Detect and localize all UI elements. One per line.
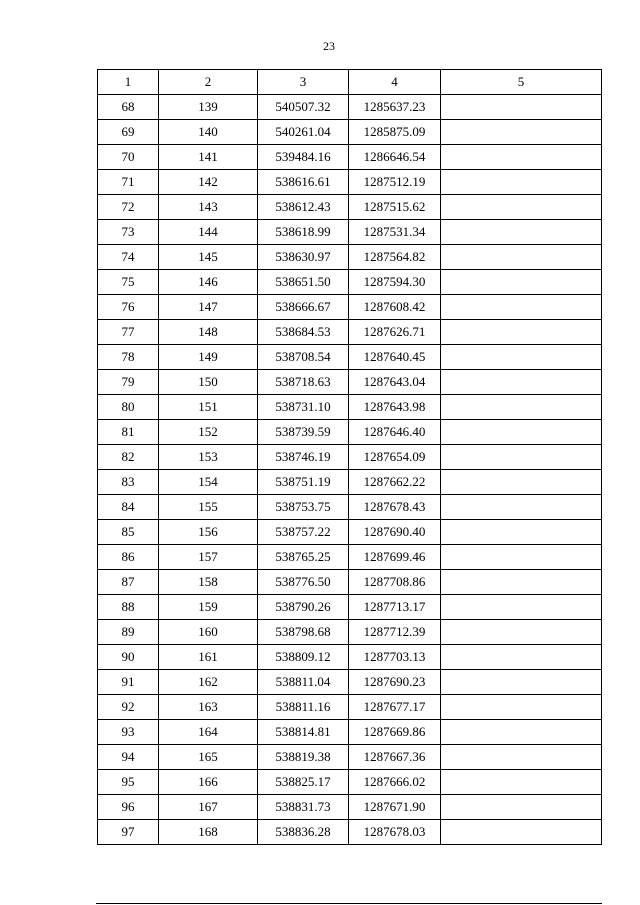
table-row (98, 420, 602, 445)
table-row (98, 295, 602, 320)
table-cell-col-2: 168 (159, 820, 258, 845)
table-cell-col-3: 538630.97 (258, 245, 349, 270)
table-cell-col-3: 540507.32 (258, 95, 349, 120)
table-cell-col-2: 145 (159, 245, 258, 270)
table-cell-col-5 (441, 645, 602, 670)
table-cell-col-1: 71 (98, 170, 159, 195)
table-cell-col-2: 146 (159, 270, 258, 295)
table-cell-col-5 (441, 795, 602, 820)
table-cell-col-3: 538798.68 (258, 620, 349, 645)
table-cell-col-1: 74 (98, 245, 159, 270)
table-cell-col-1: 97 (98, 820, 159, 845)
table-cell-col-3: 538612.43 (258, 195, 349, 220)
table-cell-col-2: 153 (159, 445, 258, 470)
table-cell-col-1: 91 (98, 670, 159, 695)
column-header-3: 3 (258, 70, 349, 95)
table-cell-col-5 (441, 120, 602, 145)
table-row (98, 270, 602, 295)
table-cell-col-2: 150 (159, 370, 258, 395)
table-cell-col-1: 89 (98, 620, 159, 645)
table-cell-col-2: 140 (159, 120, 258, 145)
table-cell-col-2: 142 (159, 170, 258, 195)
table-cell-col-4: 1287643.98 (349, 395, 441, 420)
table-cell-col-3: 538753.75 (258, 495, 349, 520)
table-cell-col-3: 538618.99 (258, 220, 349, 245)
table-cell-col-2: 151 (159, 395, 258, 420)
table-cell-col-5 (441, 270, 602, 295)
table-cell-col-3: 538616.61 (258, 170, 349, 195)
table-cell-col-5 (441, 420, 602, 445)
table-cell-col-5 (441, 620, 602, 645)
table-cell-col-4: 1287671.90 (349, 795, 441, 820)
table-cell-col-4: 1285875.09 (349, 120, 441, 145)
table-cell-col-5 (441, 195, 602, 220)
table-cell-col-3: 538776.50 (258, 570, 349, 595)
table-cell-col-5 (441, 170, 602, 195)
table-cell-col-2: 149 (159, 345, 258, 370)
table-cell-col-5 (441, 745, 602, 770)
table-row (98, 595, 602, 620)
table-cell-col-3: 538811.16 (258, 695, 349, 720)
table-cell-col-1: 75 (98, 270, 159, 295)
table-row (98, 695, 602, 720)
table-cell-col-4: 1287666.02 (349, 770, 441, 795)
column-header-4: 4 (349, 70, 441, 95)
table-cell-col-4: 1287594.30 (349, 270, 441, 295)
table-cell-col-1: 79 (98, 370, 159, 395)
table-cell-col-3: 539484.16 (258, 145, 349, 170)
column-header-5: 5 (441, 70, 602, 95)
column-header-1: 1 (98, 70, 159, 95)
table-cell-col-1: 94 (98, 745, 159, 770)
table-cell-col-1: 85 (98, 520, 159, 545)
table-row (98, 720, 602, 745)
table-body (98, 95, 602, 845)
table-cell-col-1: 93 (98, 720, 159, 745)
table-cell-col-4: 1287690.40 (349, 520, 441, 545)
table-row (98, 120, 602, 145)
table-row (98, 795, 602, 820)
table-cell-col-2: 167 (159, 795, 258, 820)
table-row (98, 395, 602, 420)
table-row (98, 495, 602, 520)
table-cell-col-2: 143 (159, 195, 258, 220)
table-cell-col-1: 80 (98, 395, 159, 420)
table-cell-col-3: 538809.12 (258, 645, 349, 670)
table-cell-col-2: 147 (159, 295, 258, 320)
table-cell-col-5 (441, 345, 602, 370)
table-cell-col-2: 144 (159, 220, 258, 245)
table-cell-col-5 (441, 445, 602, 470)
table-cell-col-1: 90 (98, 645, 159, 670)
table-cell-col-2: 161 (159, 645, 258, 670)
table-cell-col-4: 1287699.46 (349, 545, 441, 570)
table-cell-col-2: 139 (159, 95, 258, 120)
table-cell-col-5 (441, 820, 602, 845)
table-cell-col-1: 76 (98, 295, 159, 320)
table-cell-col-5 (441, 95, 602, 120)
table-cell-col-4: 1287531.34 (349, 220, 441, 245)
table-cell-col-2: 148 (159, 320, 258, 345)
table-cell-col-5 (441, 370, 602, 395)
table-cell-col-4: 1287667.36 (349, 745, 441, 770)
table-cell-col-1: 96 (98, 795, 159, 820)
table-cell-col-3: 540261.04 (258, 120, 349, 145)
table-cell-col-2: 158 (159, 570, 258, 595)
table-row (98, 745, 602, 770)
table-cell-col-3: 538718.63 (258, 370, 349, 395)
table-cell-col-3: 538790.26 (258, 595, 349, 620)
table-cell-col-3: 538746.19 (258, 445, 349, 470)
table-cell-col-5 (441, 320, 602, 345)
table-cell-col-4: 1286646.54 (349, 145, 441, 170)
table-cell-col-4: 1287690.23 (349, 670, 441, 695)
table-row (98, 245, 602, 270)
column-header-2: 2 (159, 70, 258, 95)
table-cell-col-4: 1287515.62 (349, 195, 441, 220)
table-cell-col-2: 159 (159, 595, 258, 620)
table-row (98, 145, 602, 170)
table-cell-col-1: 77 (98, 320, 159, 345)
table-cell-col-2: 160 (159, 620, 258, 645)
table-cell-col-1: 88 (98, 595, 159, 620)
table-row (98, 820, 602, 845)
table-cell-col-4: 1287643.04 (349, 370, 441, 395)
table-cell-col-3: 538831.73 (258, 795, 349, 820)
coordinates-table (97, 69, 602, 845)
table-cell-col-2: 162 (159, 670, 258, 695)
table-cell-col-2: 152 (159, 420, 258, 445)
table-cell-col-2: 141 (159, 145, 258, 170)
table-cell-col-2: 165 (159, 745, 258, 770)
table-cell-col-1: 84 (98, 495, 159, 520)
table-cell-col-1: 78 (98, 345, 159, 370)
table-cell-col-3: 538836.28 (258, 820, 349, 845)
table-cell-col-5 (441, 145, 602, 170)
table-cell-col-5 (441, 470, 602, 495)
table-cell-col-3: 538751.19 (258, 470, 349, 495)
table-cell-col-3: 538819.38 (258, 745, 349, 770)
table-cell-col-3: 538739.59 (258, 420, 349, 445)
table-cell-col-5 (441, 695, 602, 720)
table-cell-col-5 (441, 545, 602, 570)
table-cell-col-1: 70 (98, 145, 159, 170)
table-row (98, 470, 602, 495)
table-cell-col-1: 95 (98, 770, 159, 795)
table-cell-col-3: 538757.22 (258, 520, 349, 545)
table-cell-col-4: 1287678.43 (349, 495, 441, 520)
table-row (98, 320, 602, 345)
table-cell-col-2: 164 (159, 720, 258, 745)
table-cell-col-3: 538731.10 (258, 395, 349, 420)
table-cell-col-3: 538684.53 (258, 320, 349, 345)
table-cell-col-4: 1287678.03 (349, 820, 441, 845)
table-cell-col-1: 86 (98, 545, 159, 570)
table-cell-col-4: 1287703.13 (349, 645, 441, 670)
table-cell-col-3: 538811.04 (258, 670, 349, 695)
table-cell-col-1: 82 (98, 445, 159, 470)
table-row (98, 545, 602, 570)
table-cell-col-1: 69 (98, 120, 159, 145)
table-cell-col-5 (441, 395, 602, 420)
table-cell-col-1: 72 (98, 195, 159, 220)
table-row (98, 670, 602, 695)
table-cell-col-5 (441, 220, 602, 245)
table-cell-col-5 (441, 495, 602, 520)
table-row (98, 195, 602, 220)
table-row (98, 95, 602, 120)
table-cell-col-4: 1285637.23 (349, 95, 441, 120)
table-cell-col-4: 1287608.42 (349, 295, 441, 320)
table-cell-col-5 (441, 245, 602, 270)
table-row (98, 620, 602, 645)
table-cell-col-5 (441, 720, 602, 745)
table-header-row (98, 70, 602, 95)
table-cell-col-2: 156 (159, 520, 258, 545)
table-cell-col-1: 68 (98, 95, 159, 120)
table-row (98, 570, 602, 595)
table-cell-col-2: 154 (159, 470, 258, 495)
table-cell-col-1: 83 (98, 470, 159, 495)
table-cell-col-5 (441, 570, 602, 595)
table-cell-col-4: 1287669.86 (349, 720, 441, 745)
table-cell-col-3: 538666.67 (258, 295, 349, 320)
table-cell-col-1: 81 (98, 420, 159, 445)
table-cell-col-4: 1287564.82 (349, 245, 441, 270)
table-cell-col-5 (441, 770, 602, 795)
table-cell-col-4: 1287654.09 (349, 445, 441, 470)
table-cell-col-3: 538825.17 (258, 770, 349, 795)
table-row (98, 370, 602, 395)
footer-rule (96, 903, 602, 904)
table-cell-col-4: 1287677.17 (349, 695, 441, 720)
table-cell-col-3: 538708.54 (258, 345, 349, 370)
table-cell-col-5 (441, 520, 602, 545)
table-row (98, 645, 602, 670)
table-cell-col-5 (441, 670, 602, 695)
table-cell-col-3: 538814.81 (258, 720, 349, 745)
table-cell-col-2: 157 (159, 545, 258, 570)
table-cell-col-2: 166 (159, 770, 258, 795)
table-cell-col-1: 92 (98, 695, 159, 720)
table-cell-col-5 (441, 595, 602, 620)
table-cell-col-5 (441, 295, 602, 320)
table-cell-col-1: 73 (98, 220, 159, 245)
table-cell-col-4: 1287640.45 (349, 345, 441, 370)
table-row (98, 520, 602, 545)
table-cell-col-2: 163 (159, 695, 258, 720)
table-row (98, 345, 602, 370)
table-row (98, 220, 602, 245)
table-cell-col-2: 155 (159, 495, 258, 520)
page-number: 23 (323, 39, 335, 53)
table-row (98, 170, 602, 195)
table-cell-col-4: 1287512.19 (349, 170, 441, 195)
table-cell-col-1: 87 (98, 570, 159, 595)
table-cell-col-4: 1287713.17 (349, 595, 441, 620)
table-cell-col-4: 1287646.40 (349, 420, 441, 445)
table-cell-col-3: 538765.25 (258, 545, 349, 570)
table-cell-col-4: 1287708.86 (349, 570, 441, 595)
table-cell-col-4: 1287712.39 (349, 620, 441, 645)
table-row (98, 770, 602, 795)
table-row (98, 445, 602, 470)
table-cell-col-4: 1287626.71 (349, 320, 441, 345)
table-cell-col-3: 538651.50 (258, 270, 349, 295)
table-cell-col-4: 1287662.22 (349, 470, 441, 495)
